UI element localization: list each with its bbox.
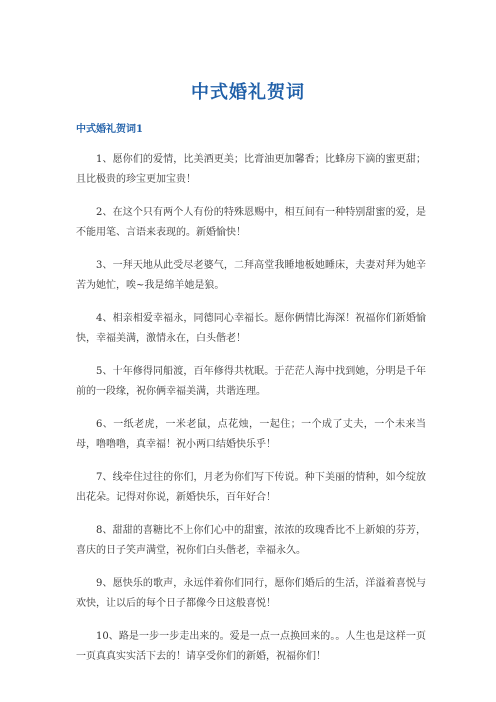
paragraph: 7、线牵住过往的你们，月老为你们写下传说。种下美丽的情种，如今绽放出花朵。记得对你说，新婚快乐，百年好合！ — [76, 472, 426, 503]
document-title: 中式婚礼贺词 — [191, 82, 305, 103]
paragraph-list — [76, 150, 426, 680]
section-heading: 中式婚礼贺词1 — [76, 124, 143, 135]
paragraph: 2、在这个只有两个人有份的特殊恩赐中，相互间有一种特别甜蜜的爱，是不能用笔、言语来表现的。新婚愉快！ — [76, 207, 426, 238]
paragraph: 5、十年修得同船渡，百年修得共枕眠。于茫茫人海中找到她，分明是千年前的一段缘，祝你俩幸福美满，共谐连理。 — [76, 366, 426, 397]
paragraph: 3、一拜天地从此受尽老婆气，二拜高堂我睡地板她睡床，夫妻对拜为她辛苦为她忙，唉~我是绵羊她是狼。 — [76, 260, 426, 291]
paragraph: 9、愿快乐的歌声，永远伴着你们同行，愿你们婚后的生活，洋溢着喜悦与欢快，让以后的每个日子都像今日这般喜悦！ — [76, 578, 426, 609]
paragraph: 8、甜甜的喜糖比不上你们心中的甜蜜，浓浓的玫瑰香比不上新娘的芬芳，喜庆的日子笑声满堂，祝你们白头偕老，幸福永久。 — [76, 525, 426, 556]
paragraph: 4、相亲相爱幸福永，同德同心幸福长。愿你俩情比海深！祝福你们新婚愉快，幸福美满，激情永在，白头偕老！ — [76, 313, 426, 344]
paragraph: 10、路是一步一步走出来的。爱是一点一点换回来的。。人生也是这样一页一页真真实实活下去的！请享受你们的新婚，祝福你们！ — [76, 631, 426, 662]
paragraph: 6、一纸老虎，一米老鼠，点花烛，一起住；一个成了丈夫，一个未来当母，噜噜噜，真幸福！祝小两口结婚快乐乎！ — [76, 419, 426, 450]
paragraph: 1、愿你们的爱情，比美酒更美；比膏油更加馨香；比蜂房下滴的蜜更甜；且比极贵的珍宝更加宝贵！ — [76, 154, 426, 185]
